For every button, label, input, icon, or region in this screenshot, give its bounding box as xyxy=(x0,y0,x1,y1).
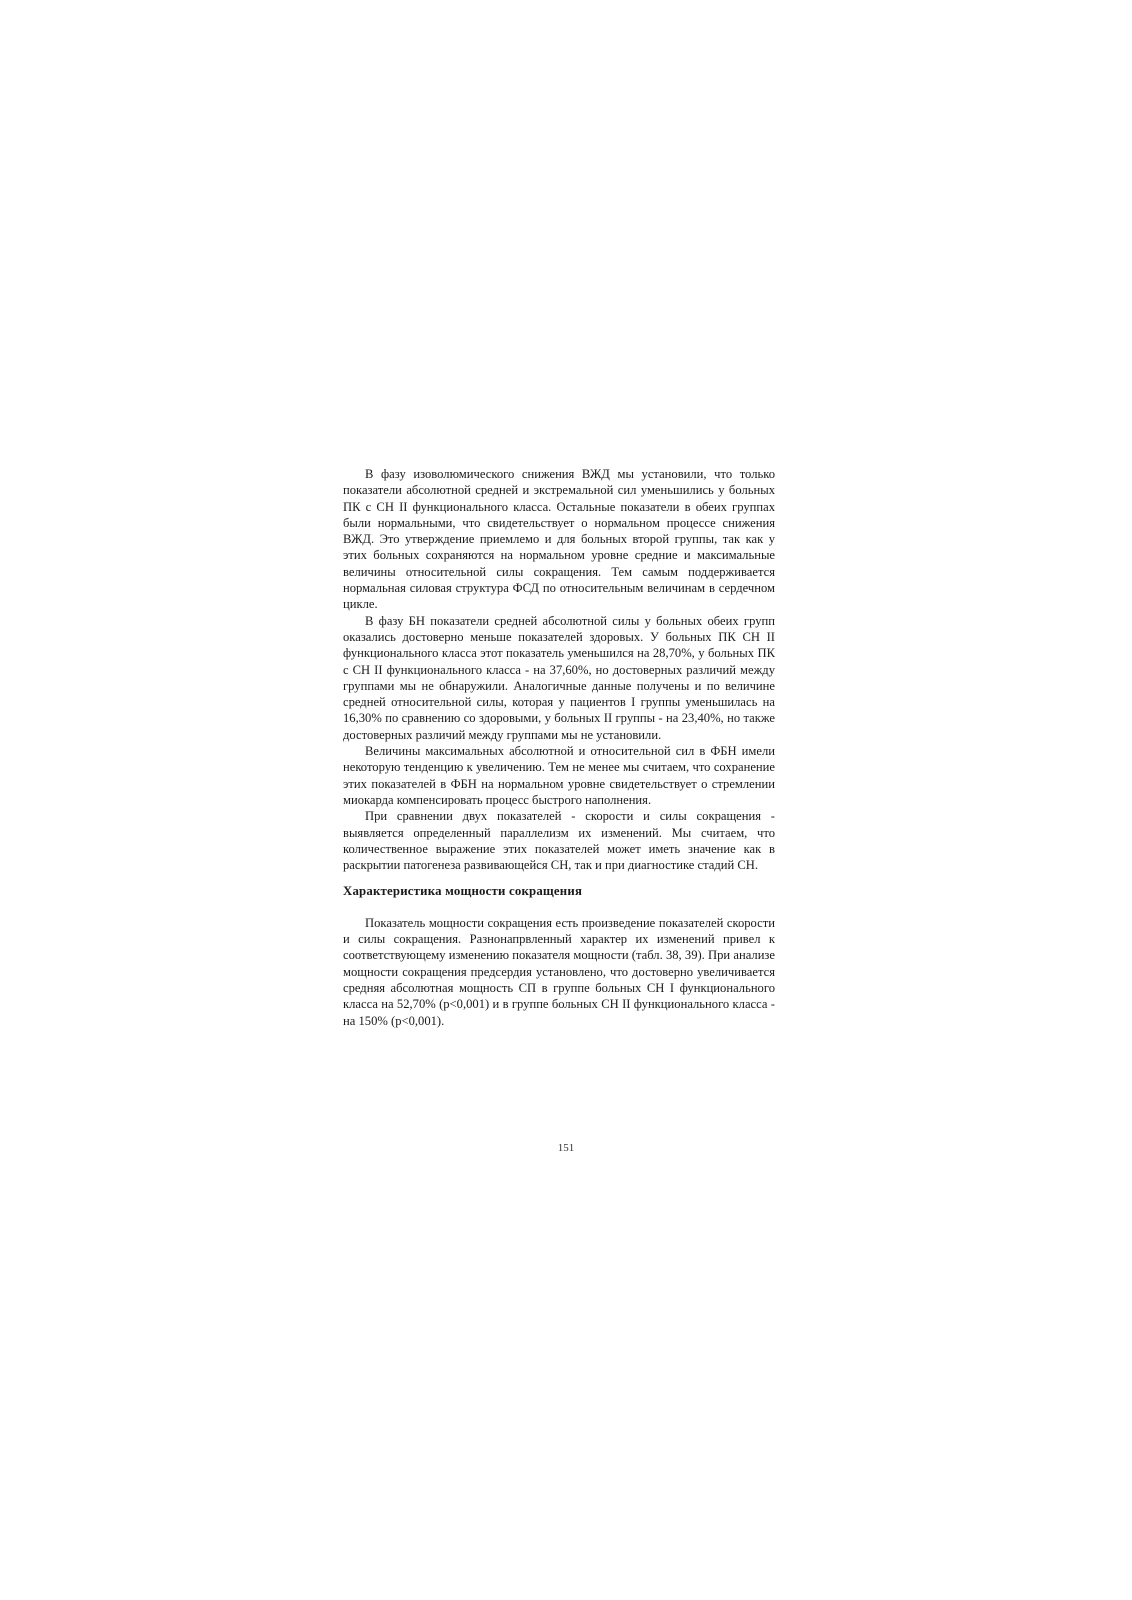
body-text xyxy=(343,466,775,1029)
paragraph-ivr-phase: В фазу изоволюмического снижения ВЖД мы установили, что только показатели абсолютной средней и экстремальной сил уменьшились у больных ПК с СН II функционального класса. Остальные показатели в обеих группах были нормальными, что свидетельствует о нормальном процессе снижения ВЖД. Это утверждение приемлемо и для больных второй группы, так как у этих больных сохраняются на нормальном уровне средние и максимальные величины относительной силы сокращения. Тем самым поддерживается нормальная силовая структура ФСД по относительным величинам в сердечном цикле. xyxy=(343,467,775,612)
paragraph-comparison: При сравнении двух показателей - скорости и силы сокращения - выявляется определенный параллелизм их изменений. Мы считаем, что количественное выражение этих показателей может иметь значение как в раскрытии патогенеза развивающейся СН, так и при диагностике стадий СН. xyxy=(343,809,775,873)
paragraph-contraction-power: Показатель мощности сокращения есть произведение показателей скорости и силы сокращения. Разнонапрвленный характер их изменений привел к соответствующему изменению показателя мощности (табл. 38, 39). При анализе мощности сокращения предсердия установлено, что достоверно увеличивается средняя абсолютная мощность СП в группе больных СН I функционального класса на 52,70% (p<0,001) и в группе больных СН II функционального класса - на 150% (p<0,001). xyxy=(343,915,775,1028)
section-heading: Характеристика мощности сокращения xyxy=(343,884,583,899)
paragraph-rapid-filling-phase: В фазу БН показатели средней абсолютной силы у больных обеих групп оказались достоверно меньше показателей здоровых. У больных ПК СН II функционального класса этот показатель уменьшился на 28,70%, у больных ПК с СН II функционального класса - на 37,60%, но достоверных различий между группами мы не обнаружили. Аналогичные данные получены и по величине средней относительной силы, которая у пациентов I группы уменьшилась на 16,30% по сравнению со здоровыми, у больных II группы - на 23,40%, но также достоверных различий между группами мы не установили. xyxy=(343,613,775,742)
page-number: 151 xyxy=(557,1142,575,1154)
paragraph-max-force: Величины максимальных абсолютной и относительной сил в ФБН имели некоторую тенденцию к увеличению. Тем не менее мы считаем, что сохранение этих показателей в ФБН на нормальном уровне свидетельствует о стремлении миокарда компенсировать процесс быстрого наполнения. xyxy=(343,744,775,807)
